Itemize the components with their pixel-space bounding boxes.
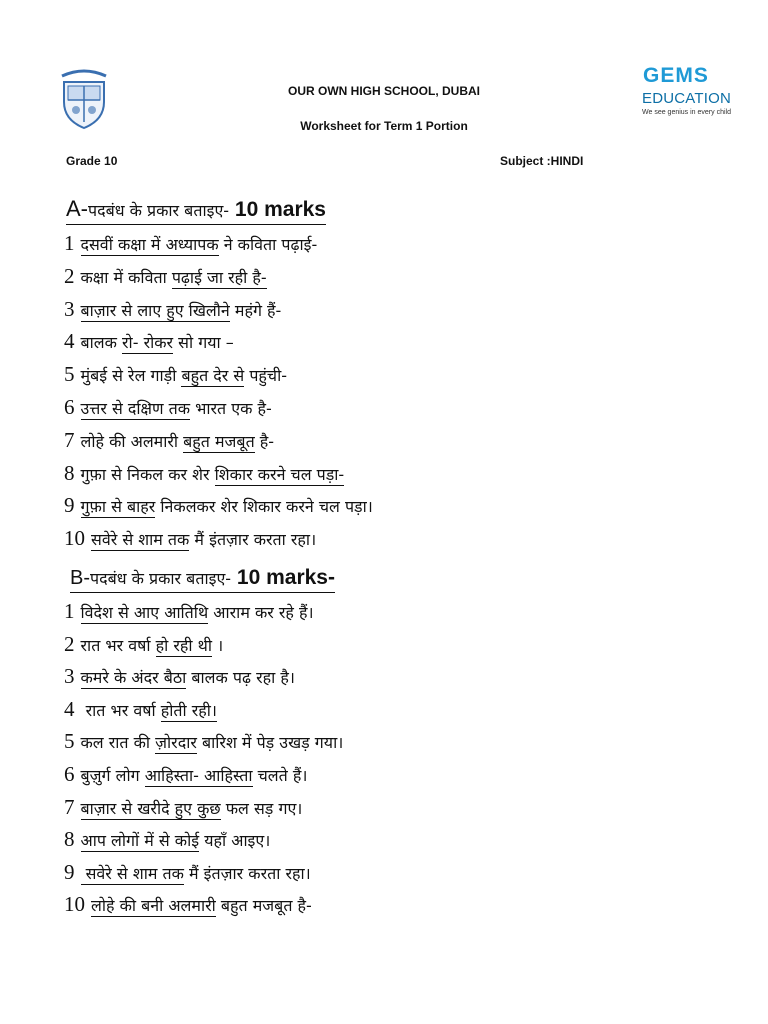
- section-marks: 10 marks-: [231, 566, 335, 589]
- question-number: 2: [64, 263, 75, 288]
- section-letter: A-: [66, 196, 88, 221]
- question-text: आराम कर रहे हैं।: [208, 603, 314, 622]
- underlined-phrase: सवेरे से शाम तक: [80, 863, 184, 883]
- section-letter: B-: [70, 567, 90, 589]
- question-text: रात भर वर्षा: [80, 635, 156, 655]
- question-item: [64, 794, 302, 820]
- section-instruction: पदबंध के प्रकार बताइए-: [88, 201, 230, 220]
- subject-label: Subject :HINDI: [500, 154, 584, 168]
- underlined-phrase: लोहे की बनी अलमारी: [91, 896, 216, 916]
- underlined-phrase: उत्तर से दक्षिण तक: [80, 399, 191, 418]
- underlined-phrase: बहुत मजबूत: [183, 431, 255, 451]
- question-text: ।: [212, 635, 224, 655]
- question-number: 3: [64, 664, 75, 689]
- question-item: [64, 826, 270, 852]
- question-text: महंगे हैं-: [229, 300, 282, 320]
- question-number: 1: [64, 231, 75, 255]
- underlined-phrase: आप लोगों में से कोई: [80, 831, 200, 851]
- underlined-phrase: रो- रोकर: [122, 333, 174, 353]
- question-number: 2: [64, 631, 75, 656]
- school-name: OUR OWN HIGH SCHOOL, DUBAI: [288, 84, 480, 98]
- question-item: [64, 761, 307, 787]
- question-item: [64, 460, 344, 486]
- question-item: [64, 492, 373, 518]
- question-number: 9: [64, 493, 75, 518]
- underlined-phrase: बाज़ार से खरीदे हुए कुछ: [80, 798, 221, 818]
- question-text: बालक पढ़ रहा है।: [186, 668, 295, 688]
- question-text: सो गया –: [173, 333, 234, 353]
- question-item: [64, 663, 295, 689]
- question-text: है-: [254, 431, 275, 451]
- question-item: [64, 631, 223, 657]
- underlined-phrase: कमरे के अंदर बैठा: [80, 668, 187, 688]
- underlined-phrase: हो रही थी: [155, 635, 213, 655]
- underlined-phrase: बहुत देर से: [181, 366, 245, 386]
- question-number: 8: [64, 460, 75, 485]
- question-item: [64, 859, 311, 885]
- question-item: [64, 263, 267, 289]
- underlined-phrase: दसवीं कक्षा में अध्यापक: [80, 235, 219, 254]
- question-text: मैं इंतज़ार करता रहा।: [183, 863, 311, 883]
- question-text: बहुत मजबूत है-: [215, 896, 312, 916]
- question-number: 9: [64, 859, 75, 884]
- question-number: 1: [64, 599, 75, 623]
- question-text: गुफ़ा से निकल कर शेर: [80, 464, 215, 484]
- question-number: 7: [64, 427, 75, 452]
- question-text: कल रात की: [80, 733, 156, 753]
- question-number: 3: [64, 296, 75, 321]
- worksheet-title: Worksheet for Term 1 Portion: [300, 119, 468, 133]
- underlined-phrase: गुफ़ा से बाहर: [80, 497, 156, 517]
- question-number: 5: [64, 362, 75, 387]
- question-number: 6: [64, 395, 75, 419]
- question-number: 10: [64, 526, 85, 551]
- question-text: लोहे की अलमारी: [80, 431, 184, 451]
- question-text: रात भर वर्षा: [80, 700, 161, 720]
- underlined-phrase: शिकार करने चल पड़ा-: [214, 464, 345, 484]
- question-text: निकलकर शेर शिकार करने चल पड़ा।: [155, 497, 373, 517]
- question-item: [64, 394, 272, 420]
- question-text: बालक: [80, 333, 123, 353]
- question-text: पहुंची-: [244, 366, 287, 386]
- question-item: [64, 696, 217, 722]
- question-number: 5: [64, 729, 75, 754]
- question-item: [64, 361, 287, 387]
- gems-education-label: EDUCATION: [642, 90, 732, 107]
- underlined-phrase: आहिस्ता- आहिस्ता: [144, 766, 253, 785]
- question-number: 8: [64, 827, 75, 852]
- question-number: 4: [64, 696, 75, 721]
- question-text: यहाँ आइए।: [199, 831, 271, 851]
- question-text: फल सड़ गए।: [220, 798, 303, 818]
- grade-label: Grade 10: [66, 154, 118, 168]
- underlined-phrase: बाज़ार से लाए हुए खिलौने: [80, 300, 230, 320]
- gems-wordmark: GEMS: [643, 64, 709, 87]
- question-item: [64, 427, 274, 453]
- question-item: [64, 230, 317, 256]
- question-text: मुंबई से रेल गाड़ी: [80, 366, 182, 386]
- question-text: चलते हैं।: [252, 766, 308, 785]
- underlined-phrase: विदेश से आए आतिथि: [80, 603, 209, 622]
- question-text: बारिश में पेड़ उखड़ गया।: [196, 733, 344, 753]
- question-text: बुज़ुर्ग लोग: [80, 766, 145, 785]
- question-number: 4: [64, 329, 75, 354]
- question-number: 6: [64, 762, 75, 786]
- underlined-phrase: होती रही।: [160, 700, 217, 720]
- question-text: मैं इंतज़ार करता रहा।: [189, 530, 317, 550]
- section-b-heading: [70, 566, 335, 593]
- question-text: ने कविता पढ़ाई-: [218, 235, 318, 254]
- question-text: कक्षा में कविता: [80, 267, 172, 287]
- question-item: [64, 728, 343, 754]
- question-item: [64, 296, 281, 322]
- question-item: [64, 891, 312, 917]
- question-text: भारत एक है-: [190, 399, 272, 418]
- question-number: 10: [64, 892, 85, 917]
- underlined-phrase: सवेरे से शाम तक: [91, 530, 190, 550]
- section-marks: 10 marks: [229, 198, 326, 221]
- question-item: [64, 525, 316, 551]
- section-a-heading: [66, 196, 326, 225]
- gems-tagline: We see genius in every child: [642, 109, 731, 116]
- question-item: [64, 328, 234, 354]
- question-item: [64, 598, 314, 624]
- underlined-phrase: पढ़ाई जा रही है-: [171, 267, 267, 287]
- underlined-phrase: ज़ोरदार: [155, 733, 197, 753]
- section-instruction: पदबंध के प्रकार बताइए-: [90, 569, 232, 588]
- question-number: 7: [64, 794, 75, 819]
